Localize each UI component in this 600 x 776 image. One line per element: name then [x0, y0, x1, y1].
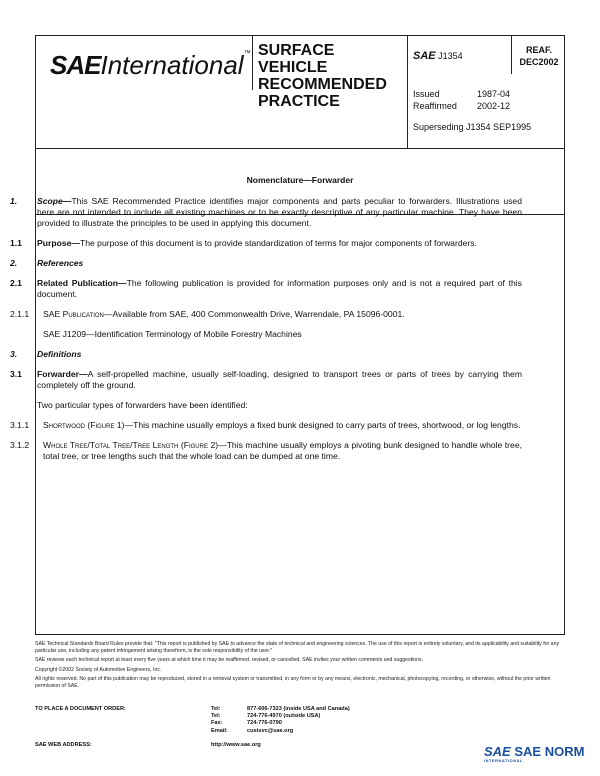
divider [407, 36, 408, 148]
doc-number-value: J1354 [438, 51, 463, 61]
section-2: 2. References [10, 258, 84, 268]
document-title: Nomenclature—Forwarder [246, 175, 354, 185]
reaffirmed-value: 2002-12 [477, 101, 511, 111]
logo-word: International [100, 50, 244, 80]
status-badge: REAF. DEC2002 [519, 45, 559, 67]
reference-item: SAE J1209—Identification Terminology of Mobile Forestry Machines [43, 329, 302, 339]
sae-logo [50, 50, 251, 81]
section-heading: Forwarder— [37, 369, 88, 379]
web-link[interactable]: http://www.sae.org [211, 742, 261, 748]
phone-value: 724-776-4970 (outside USA) [247, 713, 321, 720]
section-heading: References [37, 258, 84, 268]
logo-tm: ™ [243, 50, 251, 57]
section-1-1: 1.1 Purpose—The purpose of this document is to provide standardization of terms for major components of forwarders. [10, 238, 477, 248]
section-heading: Related Publication— [37, 278, 127, 288]
reaffirmed-label: Reaffirmed [413, 101, 457, 111]
web-label: SAE WEB ADDRESS: [35, 742, 92, 748]
doc-brand: SAE [413, 50, 436, 62]
forwarder-types-intro: Two particular types of forwarders have been identified: [37, 400, 248, 410]
phone-value: 877-606-7323 (inside USA and Canada) [247, 706, 350, 712]
section-heading: Purpose— [37, 238, 80, 248]
section-2-1-1: 2.1.1 SAE Publication—Available from SAE, 400 Commonwealth Drive, Warrendale, PA 15096-0001. [10, 309, 405, 319]
document-header [36, 36, 564, 149]
issue-dates [413, 88, 510, 112]
document-number [413, 50, 463, 62]
section-heading: SAE Publication— [43, 309, 113, 319]
order-label: TO PLACE A DOCUMENT ORDER: [35, 706, 126, 712]
superseding-note: Superseding J1354 SEP1995 [413, 122, 532, 132]
legal-footer [35, 641, 565, 693]
document-body [10, 196, 522, 471]
section-3-1-2: 3.1.2 Whole Tree/Total Tree/Tree Length (Figure 2)—This machine usually employs a pivoting bunk designed to handle whole tree, total tree, or tree lengths such that the whole load can be dumped at one time. [10, 440, 522, 461]
section-2-1: 2.1 Related Publication—The following publication is provided for information purposes only and is not a required part of this document. [10, 278, 522, 299]
section-3-1-1: 3.1.1 Shortwood (Figure 1)—This machine usually employs a fixed bunk designed to carry parts of trees, shortwood, or log lengths. [10, 420, 521, 430]
fax-value: 724-776-0790 [247, 720, 282, 727]
section-3: 3. Definitions [10, 349, 82, 359]
issued-label: Issued [413, 89, 440, 99]
divider [252, 36, 253, 90]
issued-value: 1987-04 [477, 89, 511, 99]
sae-norm-logo [484, 744, 584, 763]
footer-paragraph: SAE reviews each technical report at least every five years at which time it may be reaffirmed, revised, or cancelled. SAE invites your written comments and suggestions. [35, 657, 423, 664]
contact-labels: Tel: Tel: Fax: Email: [211, 706, 228, 734]
footer-paragraph: SAE Technical Standards Board Rules provide that: "This report is published by SAE to advance the state of technical and engineering sciences. The use of this report is entirely voluntary, and its applicability and suitability for any particular use, including any patent infringement arising therefrom, is the sole responsibility of the user." [35, 641, 560, 654]
section-heading: Definitions [37, 349, 82, 359]
contact-values [247, 706, 350, 735]
section-3-1: 3.1 Forwarder—A self-propelled machine, usually self-loading, designed to transport trees or parts of trees by carrying them completely off the ground. [10, 369, 522, 390]
section-heading: Scope— [37, 196, 72, 206]
email-link[interactable]: custsvc@sae.org [247, 727, 294, 734]
divider [511, 36, 512, 74]
footer-paragraph: Copyright ©2002 Society of Automotive Engineers, Inc. [35, 666, 162, 673]
document-type: SURFACE VEHICLE RECOMMENDED PRACTICE [258, 42, 387, 110]
footer-paragraph: All rights reserved. No part of this publication may be reproduced, stored in a retrieval system or transmitted, in any form or by any means, electronic, mechanical, photocopying, recording, or otherwise, without the prior written permission of SAE. [35, 676, 551, 689]
section-heading: Shortwood (Figure 1) [43, 420, 125, 430]
brand-mark: SAE [484, 744, 511, 759]
logo-mark: SAE [50, 50, 101, 80]
section-heading: Whole Tree/Total Tree/Tree Length (Figure 2) [43, 440, 219, 450]
brand-word: SAE NORM [514, 744, 585, 759]
brand-tag: INTERNATIONAL [484, 758, 523, 763]
section-1: 1. Scope—This SAE Recommended Practice identifies major components and parts peculiar to forwarders. Illustrations used here are not intended to include all existing machines or to be exactly descriptive of any particular machine. They have been provided to illustrate the principles to be used in applying this document. [10, 196, 522, 228]
